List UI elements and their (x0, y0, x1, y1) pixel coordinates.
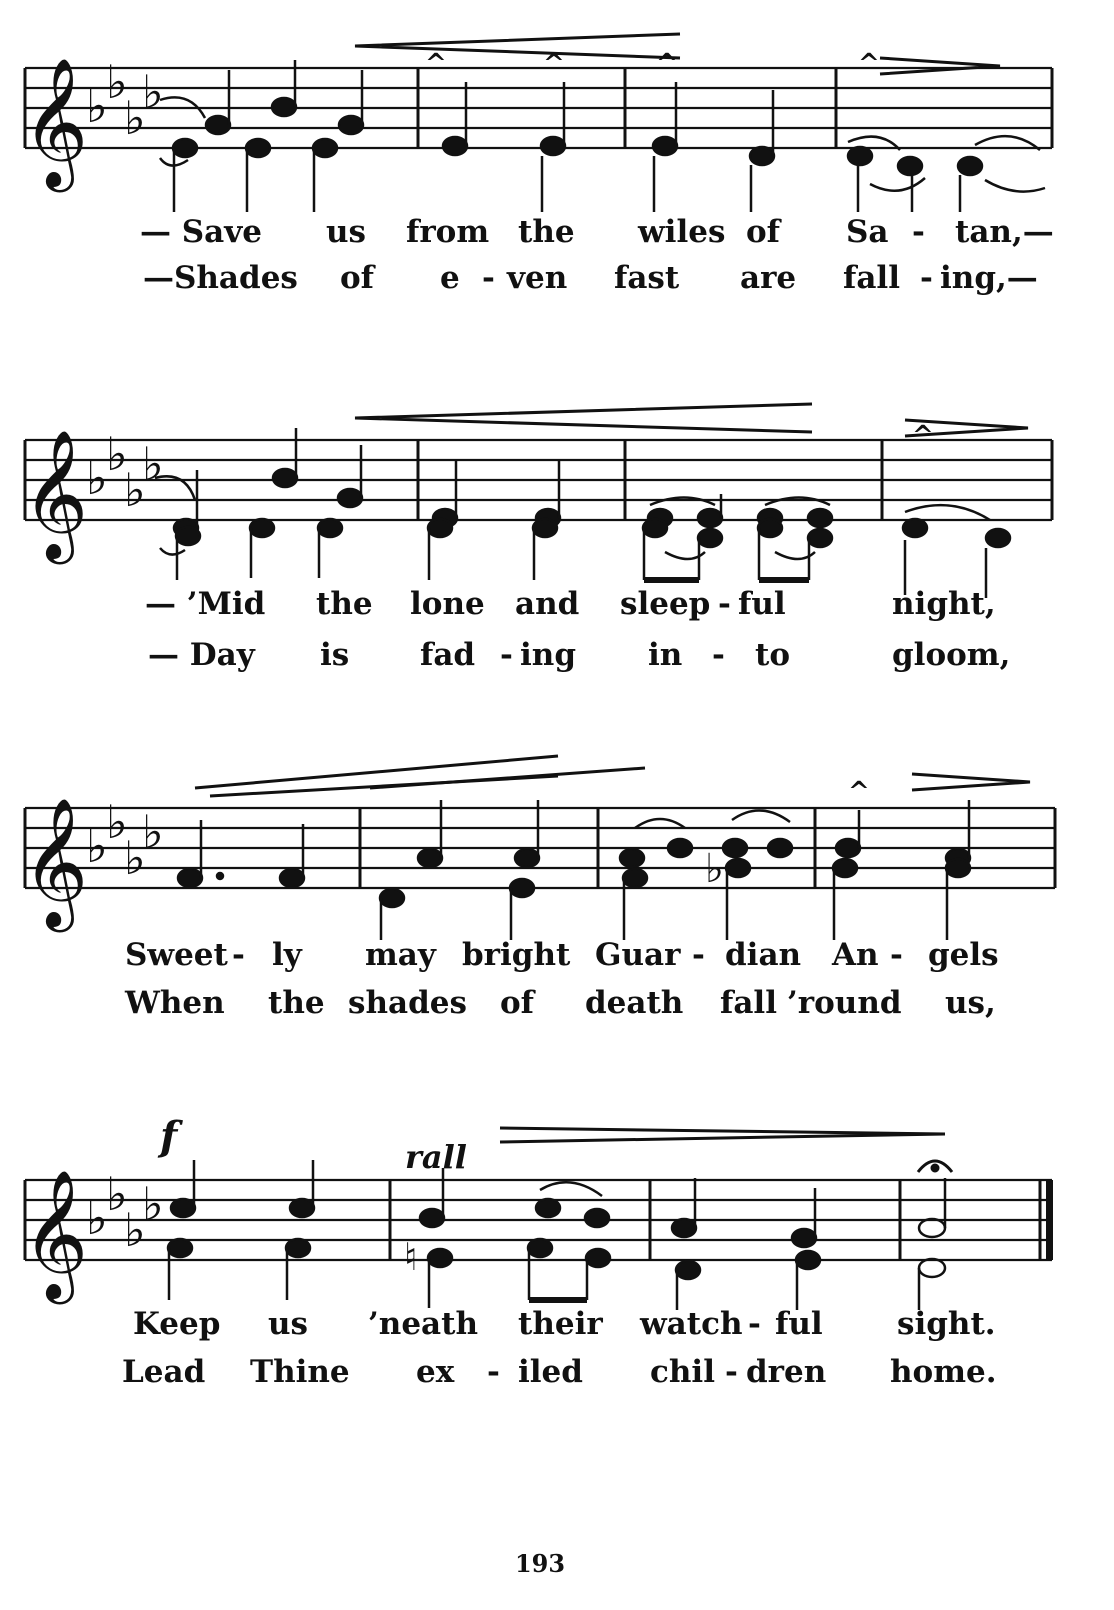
accent-marks (425, 49, 880, 79)
lyric-verse1-s1w1: — Save (140, 214, 263, 250)
notes-lower-voice (176, 519, 986, 598)
lyric-verse1-s3w5: bright (462, 937, 571, 973)
lyric-verse2-s2w3: fad (420, 637, 476, 673)
svg-text:♭: ♭ (124, 1203, 146, 1257)
svg-text:♭: ♭ (124, 463, 146, 517)
svg-text:♭: ♭ (86, 451, 108, 505)
treble-clef-icon: 𝄞 (22, 1169, 89, 1299)
crescendo-hairpin (500, 1128, 945, 1142)
lyric-verse2-s1w3: e (440, 260, 460, 296)
lyric-verse1-s1w9: tan,— (955, 214, 1054, 250)
svg-text:^: ^ (848, 777, 870, 807)
treble-clef-icon: 𝄞 (22, 57, 89, 187)
lyric-verse2-s2w4: - (500, 637, 513, 673)
lyric-verse1-s2w1: — ’Mid (145, 586, 266, 622)
svg-text:♭: ♭ (106, 427, 128, 481)
rallentando-marking: rall (405, 1138, 467, 1176)
lyric-verse1-s2w2: the (316, 586, 373, 622)
lyric-verse1-s2w4: and (515, 586, 580, 622)
lyric-verse1-s3w1: Sweet (125, 937, 228, 973)
crescendo-hairpin (355, 404, 812, 432)
lyric-verse1-s3w3: ly (272, 937, 302, 973)
lyric-verse2-s1w8: fall (843, 260, 900, 296)
svg-text:♭: ♭ (106, 55, 128, 109)
lyric-verse1-s4w8: sight. (897, 1306, 996, 1342)
svg-text:♭: ♭ (86, 79, 108, 133)
notes-upper-voice (171, 1160, 945, 1247)
lyric-verse2-s4w5: iled (518, 1354, 583, 1390)
lyric-verse1-s2w6: - (718, 586, 731, 622)
lyric-verse2-s3w6: fall (720, 985, 777, 1021)
lyric-verse1-s1w4: the (518, 214, 575, 250)
svg-text:♭: ♭ (124, 831, 146, 885)
lyric-verse1-s2w7: ful (738, 586, 786, 622)
svg-text:^: ^ (425, 49, 447, 79)
system-1 (22, 34, 1054, 296)
notes-upper-voice (174, 428, 1010, 547)
lyric-verse2-s3w4: of (500, 985, 535, 1021)
treble-clef-icon: 𝄞 (22, 797, 89, 927)
lyric-verse2-s2w6: in (648, 637, 683, 673)
lyric-verse1-s4w5: watch (640, 1306, 743, 1342)
lyric-verse1-s4w4: their (518, 1306, 603, 1342)
svg-text:♭: ♭ (124, 91, 146, 145)
lyric-verse1-s1w2: us (326, 214, 366, 250)
lyric-verse2-s2w9: gloom, (892, 637, 1011, 673)
lyric-verse1-s2w5: sleep (620, 586, 711, 622)
staff-lines (25, 68, 1052, 148)
page-number: 193 (514, 1549, 566, 1578)
lyric-verse2-s1w10: ing,— (940, 260, 1038, 296)
lyric-verse1-s3w9: An (832, 937, 879, 973)
fermata-icon (918, 1161, 952, 1172)
flat-accidental-icon: ♭ (705, 846, 724, 892)
system-3 (22, 756, 1055, 1021)
decrescendo-hairpin (912, 774, 1030, 790)
svg-text:♭: ♭ (86, 1191, 108, 1245)
lyric-verse2-s2w8: to (755, 637, 790, 673)
lyric-verse1-s3w6: Guar (595, 937, 681, 973)
lyric-verse1-s3w11: gels (928, 937, 999, 973)
system-4 (22, 1113, 1053, 1390)
lyric-verse2-s1w1: —Shades (143, 260, 298, 296)
lyric-verse1-s1w7: Sa (846, 214, 889, 250)
svg-text:♭: ♭ (106, 1167, 128, 1221)
lyric-verse2-s4w9: home. (890, 1354, 997, 1390)
lyric-verse2-s1w4: - (482, 260, 495, 296)
lyric-verse2-s2w2: is (320, 637, 350, 673)
decrescendo-hairpin (880, 58, 1000, 74)
lyric-verse1-s4w1: Keep (133, 1306, 221, 1342)
forte-dynamic: f (160, 1113, 178, 1160)
lyric-verse1-s3w10: - (890, 937, 903, 973)
svg-text:^: ^ (656, 49, 678, 79)
lyric-verse2-s1w5: ven (507, 260, 568, 296)
lyric-verse2-s1w9: - (920, 260, 933, 296)
svg-text:♭: ♭ (142, 805, 164, 859)
lyric-verse1-s1w3: from (406, 214, 490, 250)
notes-lower-voice (380, 859, 970, 940)
lyric-verse1-s1w6: of (746, 214, 781, 250)
lyric-verse1-s3w7: - (692, 937, 705, 973)
lyric-verse2-s4w4: - (487, 1354, 500, 1390)
lyric-verse2-s4w8: dren (746, 1354, 827, 1390)
notes-lower-voice (173, 139, 960, 212)
lyric-verse2-s4w3: ex (416, 1354, 455, 1390)
lyric-verse2-s4w6: chil (650, 1354, 715, 1390)
lyric-verse2-s1w7: are (740, 260, 797, 296)
treble-clef-icon: 𝄞 (22, 429, 89, 559)
lyric-verse2-s1w6: fast (614, 260, 680, 296)
lyric-verse1-s4w3: ’neath (368, 1306, 478, 1342)
lyric-verse2-s3w5: death (585, 985, 684, 1021)
lyric-verse1-s4w6: - (748, 1306, 761, 1342)
svg-text:^: ^ (912, 421, 934, 451)
lyric-verse2-s4w7: - (725, 1354, 738, 1390)
svg-text:♭: ♭ (106, 795, 128, 849)
system-2 (22, 404, 1052, 673)
lyric-verse2-s2w1: — Day (148, 637, 255, 673)
lyric-verse2-s2w5: ing (520, 637, 576, 673)
lyric-verse2-s1w2: of (340, 260, 375, 296)
accent-marks (912, 421, 934, 451)
svg-text:^: ^ (858, 49, 880, 79)
svg-text:♭: ♭ (142, 65, 164, 119)
lyric-verse2-s3w1: When (125, 985, 225, 1021)
lyric-verse1-s4w2: us (268, 1306, 308, 1342)
lyric-verse1-s1w5: wiles (638, 214, 726, 250)
svg-text:♭: ♭ (142, 437, 164, 491)
accent-marks (848, 777, 870, 807)
lyric-verse2-s4w2: Thine (250, 1354, 350, 1390)
lyric-verse2-s2w7: - (712, 637, 725, 673)
slurs (635, 810, 790, 828)
notes-lower-voice (168, 1239, 945, 1310)
crescendo-hairpin (195, 756, 645, 796)
lyric-verse1-s1w8: - (912, 214, 925, 250)
lyric-verse1-s2w3: lone (410, 586, 485, 622)
lyric-verse1-s4w7: ful (775, 1306, 823, 1342)
svg-text:♭: ♭ (142, 1177, 164, 1231)
lyric-verse1-s3w8: dian (725, 937, 802, 973)
crescendo-hairpin (355, 34, 680, 58)
lyric-verse2-s3w2: the (268, 985, 325, 1021)
lyric-verse1-s2w8: night, (892, 586, 996, 622)
slurs (540, 1182, 602, 1196)
lyric-verse2-s3w3: shades (348, 985, 467, 1021)
final-barline (1046, 1180, 1053, 1260)
lyric-verse1-s3w2: - (232, 937, 245, 973)
lyric-verse2-s3w7: ’round (787, 985, 902, 1021)
svg-text:^: ^ (543, 49, 565, 79)
lyric-verse1-s3w4: may (365, 937, 436, 973)
lyric-verse2-s3w8: us, (945, 985, 996, 1021)
natural-accidental-icon: ♮ (404, 1235, 418, 1279)
slurs (155, 476, 990, 559)
svg-text:♭: ♭ (86, 819, 108, 873)
lyric-verse2-s4w1: Lead (122, 1354, 206, 1390)
